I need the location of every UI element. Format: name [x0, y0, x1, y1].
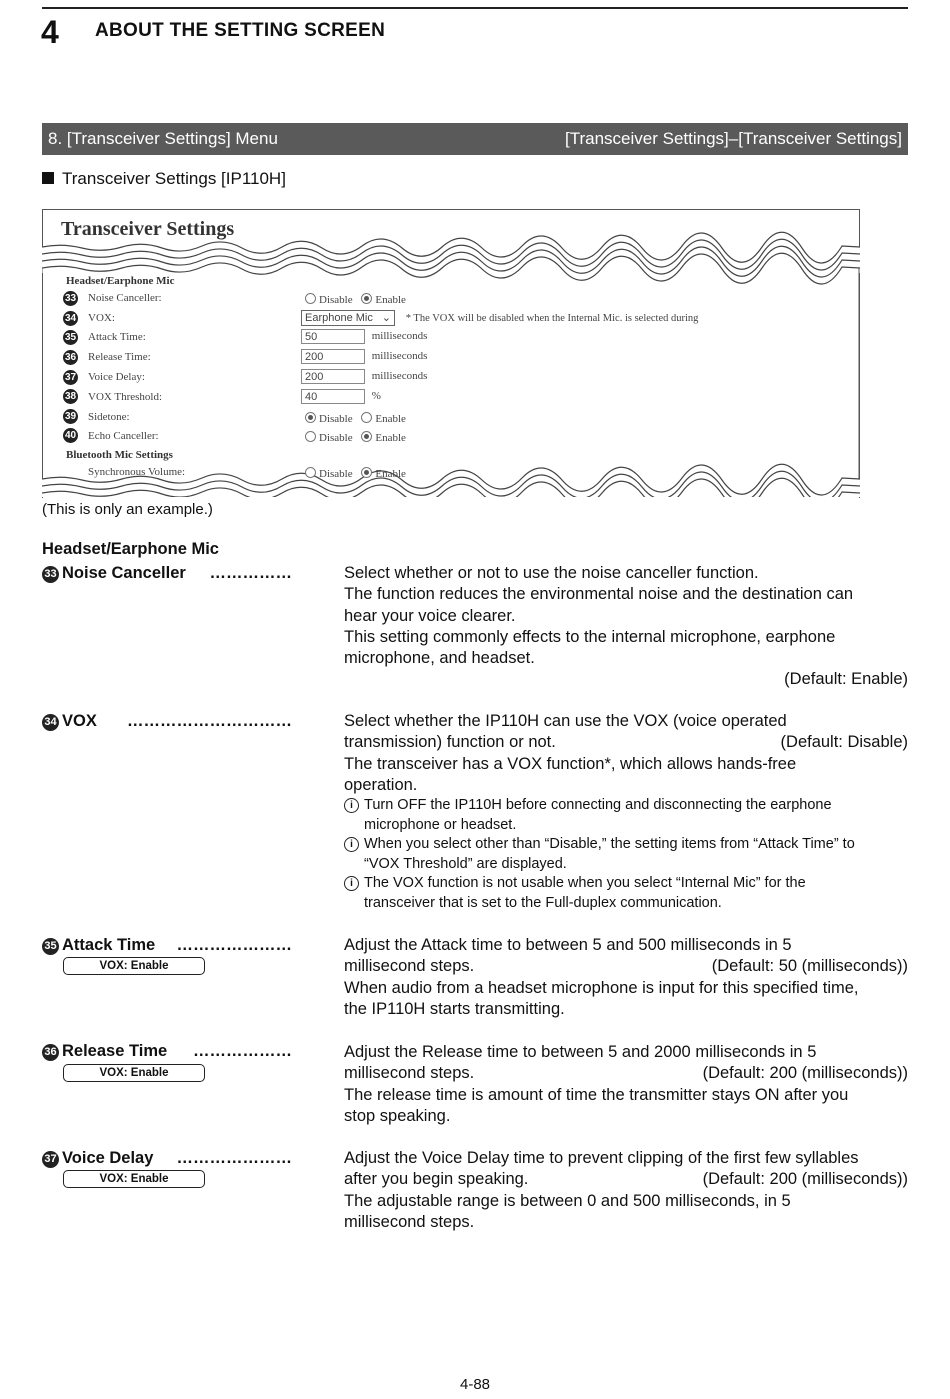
radio-enable-label: Enable: [375, 294, 406, 306]
release-time-row: [301, 349, 427, 364]
desc-line: millisecond steps.: [344, 1064, 475, 1083]
voice-delay-input[interactable]: 200: [301, 369, 365, 384]
square-bullet-icon: [42, 172, 54, 184]
item-title: VOX: [62, 712, 97, 730]
noise-canceller-label: Noise Canceller:: [88, 292, 162, 304]
vox-row: [301, 310, 698, 326]
item-noise-canceller: 33 Noise Canceller ……………: [42, 564, 292, 583]
page-number: 4-88: [459, 1376, 491, 1393]
desc-vox: [344, 711, 908, 913]
sidetone-radios: [305, 412, 406, 425]
echo-canceller-radios: [305, 431, 406, 444]
vox-threshold-row: [301, 389, 381, 404]
group-bluetooth-label: Bluetooth Mic Settings: [66, 449, 173, 461]
desc-line: When audio from a headset microphone is input for this specified time,: [344, 978, 859, 997]
info-circle-icon: i: [344, 876, 359, 891]
voice-delay-unit: milliseconds: [371, 370, 428, 383]
item-vox: 34 VOX …………………………: [42, 712, 292, 731]
radio-disable[interactable]: [305, 412, 316, 423]
desc-line: Adjust the Attack time to between 5 and 500 milliseconds in 5: [344, 936, 792, 954]
callout-35: 35: [42, 938, 59, 955]
item-attack-time: 35 Attack Time …………………: [42, 936, 292, 955]
item-release-time: 36 Release Time ………………: [42, 1042, 292, 1061]
desc-line: millisecond steps.: [344, 1212, 475, 1231]
callout-33: 33: [42, 566, 59, 583]
note-line: When you select other than “Disable,” the setting items from “Attack Time” to: [364, 836, 855, 853]
radio-disable-label: Disable: [319, 468, 353, 480]
radio-disable-label: Disable: [319, 432, 353, 444]
vox-note: * The VOX will be disabled when the Internal Mic. is selected during: [405, 312, 699, 324]
radio-disable[interactable]: [305, 293, 316, 304]
voice-delay-label: Voice Delay:: [88, 371, 145, 383]
menu-bar-left: 8. [Transceiver Settings] Menu: [48, 129, 278, 148]
radio-enable[interactable]: [361, 467, 372, 478]
vox-threshold-unit: %: [371, 390, 381, 403]
note: [344, 835, 908, 874]
radio-disable[interactable]: [305, 431, 316, 442]
callout-37: 37: [64, 372, 77, 383]
vox-select-value: Earphone Mic: [305, 312, 373, 324]
menu-bar: [42, 123, 908, 155]
callout-37: 37: [42, 1151, 59, 1168]
release-time-input[interactable]: 200: [301, 349, 365, 364]
vox-enable-badge: VOX: Enable: [63, 1064, 205, 1082]
radio-enable-label: Enable: [375, 468, 406, 480]
default-value: (Default: 200 (milliseconds)): [702, 1064, 908, 1083]
note: [344, 796, 908, 835]
note-line: microphone or headset.: [364, 816, 517, 833]
chevron-down-icon: ⌄: [381, 312, 391, 324]
item-title: Noise Canceller: [62, 564, 186, 582]
desc-line: operation.: [344, 775, 418, 794]
desc-line: millisecond steps.: [344, 957, 475, 976]
note-line: The VOX function is not usable when you select “Internal Mic” for the: [364, 875, 806, 892]
radio-enable[interactable]: [361, 431, 372, 442]
desc-line: Adjust the Voice Delay time to prevent clipping of the first few syllables: [344, 1149, 859, 1167]
callout-40: 40: [64, 430, 77, 441]
default-value: (Default: 50 (milliseconds)): [711, 957, 908, 976]
radio-enable[interactable]: [361, 412, 372, 423]
vox-label: VOX:: [88, 312, 115, 324]
desc-line: microphone, and headset.: [344, 649, 535, 668]
screenshot-caption: (This is only an example.): [42, 501, 213, 518]
desc-line: Adjust the Release time to between 5 and 2000 milliseconds in 5: [344, 1043, 817, 1061]
desc-line: transmission) function or not.: [344, 733, 556, 752]
info-circle-icon: i: [344, 798, 359, 813]
radio-enable[interactable]: [361, 293, 372, 304]
callout-39: 39: [64, 411, 77, 422]
attack-time-row: [301, 329, 427, 344]
settings-screenshot: [42, 209, 860, 497]
item-title: Attack Time: [62, 936, 156, 954]
desc-line: after you begin speaking.: [344, 1170, 529, 1189]
attack-time-input[interactable]: 50: [301, 329, 365, 344]
desc-line: The function reduces the environmental noise and the destination can: [344, 585, 854, 604]
desc-release-time: [344, 1042, 908, 1127]
item-title: Release Time: [62, 1042, 168, 1060]
release-time-unit: milliseconds: [371, 350, 428, 363]
echo-canceller-label: Echo Canceller:: [88, 430, 159, 442]
callout-34: 34: [64, 313, 77, 324]
default-value: (Default: 200 (milliseconds)): [702, 1170, 908, 1189]
desc-line: Select whether or not to use the noise canceller function.: [344, 564, 759, 582]
menu-bar-right: [Transceiver Settings]–[Transceiver Settings]: [565, 129, 902, 148]
desc-line: stop speaking.: [344, 1106, 451, 1125]
info-circle-icon: i: [344, 837, 359, 852]
callout-36: 36: [64, 352, 77, 363]
vox-enable-badge: VOX: Enable: [63, 957, 205, 975]
callout-38: 38: [64, 391, 77, 402]
release-time-label: Release Time:: [88, 351, 151, 363]
chapter-number: 4: [41, 14, 59, 50]
vox-threshold-input[interactable]: 40: [301, 389, 365, 404]
note-line: “VOX Threshold” are displayed.: [364, 855, 567, 872]
voice-delay-row: [301, 369, 427, 384]
callout-36: 36: [42, 1044, 59, 1061]
group-headset-label: Headset/Earphone Mic: [66, 275, 175, 287]
callout-35: 35: [64, 332, 77, 343]
attack-time-label: Attack Time:: [88, 331, 146, 343]
desc-attack-time: [344, 935, 908, 1020]
radio-disable[interactable]: [305, 467, 316, 478]
desc-line: hear your voice clearer.: [344, 606, 516, 625]
desc-line: The adjustable range is between 0 and 500 milliseconds, in 5: [344, 1191, 791, 1210]
desc-line: This setting commonly effects to the internal microphone, earphone: [344, 627, 836, 646]
header-rule: [42, 7, 908, 9]
desc-line: the IP110H starts transmitting.: [344, 999, 565, 1018]
desc-noise-canceller: [344, 563, 908, 691]
radio-disable-label: Disable: [319, 413, 353, 425]
callout-33: 33: [64, 293, 77, 304]
note: [344, 874, 908, 913]
attack-time-unit: milliseconds: [371, 330, 428, 343]
note-line: transceiver that is set to the Full-duplex communication.: [364, 894, 722, 911]
subheading: [42, 169, 286, 189]
screenshot-title: Transceiver Settings: [61, 218, 235, 240]
desc-line: Select whether the IP110H can use the VOX (voice operated: [344, 712, 787, 730]
section-title: Headset/Earphone Mic: [42, 540, 219, 558]
synchronous-volume-label: Synchronous Volume:: [88, 466, 186, 478]
chapter-title: ABOUT THE SETTING SCREEN: [95, 20, 386, 41]
desc-line: The release time is amount of time the transmitter stays ON after you: [344, 1085, 849, 1104]
callout-34: 34: [42, 714, 59, 731]
note-line: Turn OFF the IP110H before connecting and disconnecting the earphone: [364, 797, 832, 814]
vox-enable-badge: VOX: Enable: [63, 1170, 205, 1188]
noise-canceller-radios: [305, 293, 406, 306]
item-voice-delay: 37 Voice Delay …………………: [42, 1149, 292, 1168]
screenshot-form: [42, 269, 856, 489]
desc-voice-delay: [344, 1148, 908, 1233]
default-value: (Default: Enable): [784, 670, 908, 689]
subheading-text: Transceiver Settings [IP110H]: [62, 169, 286, 188]
radio-disable-label: Disable: [319, 294, 353, 306]
item-title: Voice Delay: [62, 1149, 154, 1167]
sidetone-label: Sidetone:: [88, 411, 130, 423]
radio-enable-label: Enable: [375, 432, 406, 444]
vox-threshold-label: VOX Threshold:: [88, 391, 163, 403]
vox-select[interactable]: [301, 310, 395, 326]
radio-enable-label: Enable: [375, 413, 406, 425]
default-value: (Default: Disable): [780, 733, 908, 752]
desc-line: The transceiver has a VOX function*, which allows hands-free: [344, 754, 797, 773]
synchronous-volume-radios: [305, 467, 406, 480]
